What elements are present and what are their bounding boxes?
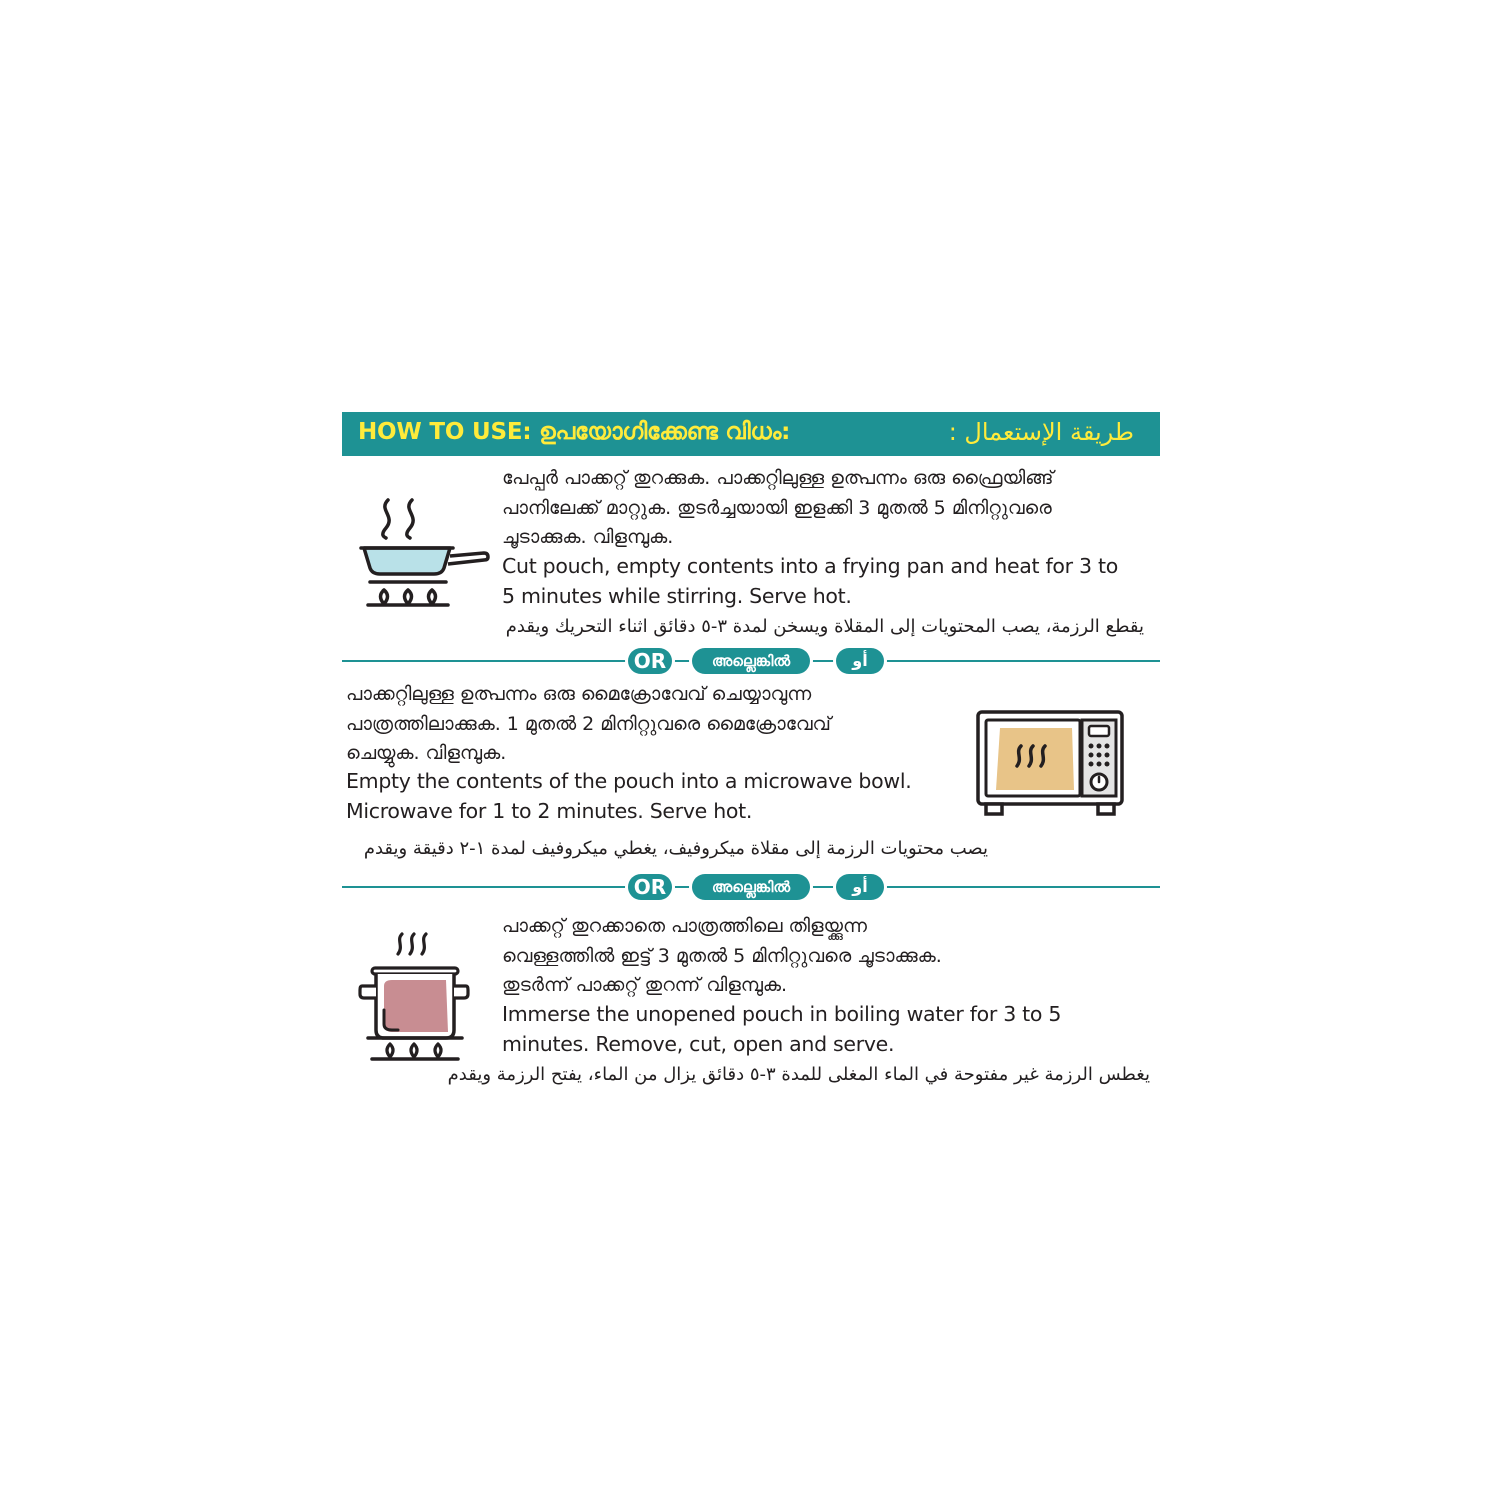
or-badge-arabic-2: أو [836,874,884,900]
step-3-malayalam [502,912,942,1001]
step-1-arabic: يقطع الرزمة، يصب المحتويات إلى المقلاة ويسخن لمدة ٣-٥ دقائق اثناء التحريك ويقدم [505,616,1144,637]
or-badge-english-2: OR [628,874,672,900]
title-english-malayalam: HOW TO USE: ഉപയോഗിക്കേണ്ട വിധം: [358,419,791,445]
step-1-english-line-2: 5 minutes while stirring. Serve hot. [502,583,852,608]
header-bar [342,412,1160,456]
step-3-malayalam-line-3: തുടർന്ന് പാക്കറ്റ് തുറന്ന് വിളമ്പുക. [502,974,788,996]
step-3-english [502,1000,1061,1059]
how-to-use-panel [342,412,1160,1102]
step-3-malayalam-line-2: വെള്ളത്തിൽ ഇട്ട് 3 മുതൽ 5 മിനിറ്റുവരെ ചൂടാക്കുക. [502,944,942,967]
step-2-english-line-2: Microwave for 1 to 2 minutes. Serve hot. [346,798,753,823]
step-1-english [502,552,1118,611]
microwave-oven-icon [976,710,1124,820]
step-3-arabic: يغطس الرزمة غير مفتوحة في الماء المغلى للمدة ٣-٥ دقائق يزال من الماء، يفتح الرزمة ويقدم [447,1064,1150,1085]
or-badge-malayalam: അല്ലെങ്കിൽ [692,648,810,674]
step-2-arabic: يصب محتويات الرزمة إلى مقلاة ميكروفيف، يغطي ميكروفيف لمدة ١-٢ دقيقة ويقدم [363,838,988,859]
step-2-malayalam-line-1: പാക്കറ്റിലുള്ള ഉത്പന്നം ഒരു മൈക്രോവേവ് ചെയ്യാവുന്ന [346,683,812,705]
boiling-pot-on-stove-icon [358,930,470,1062]
frying-pan-on-stove-icon [358,496,490,608]
or-badge-arabic: أو [836,648,884,674]
title-arabic: طريقة الإستعمال : [948,418,1134,446]
step-3-malayalam-line-1: പാക്കറ്റ് തുറക്കാതെ പാത്രത്തിലെ തിളയ്ക്കുന്ന [502,915,867,937]
or-badge-english: OR [628,648,672,674]
step-2-malayalam-line-3: ചെയ്യുക. വിളമ്പുക. [346,742,507,764]
step-3-english-line-1: Immerse the unopened pouch in boiling water for 3 to 5 [502,1002,1062,1026]
step-1-malayalam-line-1: പേപ്പർ പാക്കറ്റ് തുറക്കുക. പാക്കറ്റിലുള്ള ഉത്പന്നം ഒരു ഫ്രൈയിങ്ങ് [502,467,1054,489]
or-badge-malayalam-2: അല്ലെങ്കിൽ [692,874,810,900]
step-2-english [346,767,911,826]
step-2-malayalam-line-2: പാത്രത്തിലാക്കുക. 1 മുതൽ 2 മിനിറ്റുവരെ മൈക്രോവേവ് [346,712,831,735]
step-1-malayalam-line-2: പാനിലേക്ക് മാറ്റുക. തുടർച്ചയായി ഇളക്കി 3 മുതൽ 5 മിനിറ്റുവരെ [502,496,1052,519]
step-1-malayalam-line-3: ചൂടാക്കുക. വിളമ്പുക. [502,526,674,548]
step-2-malayalam [346,680,831,769]
step-1-english-line-1: Cut pouch, empty contents into a frying pan and heat for 3 to [502,554,1118,578]
step-3-english-line-2: minutes. Remove, cut, open and serve. [502,1031,895,1056]
step-1-malayalam [502,464,1053,553]
step-2-english-line-1: Empty the contents of the pouch into a microwave bowl. [346,769,912,793]
